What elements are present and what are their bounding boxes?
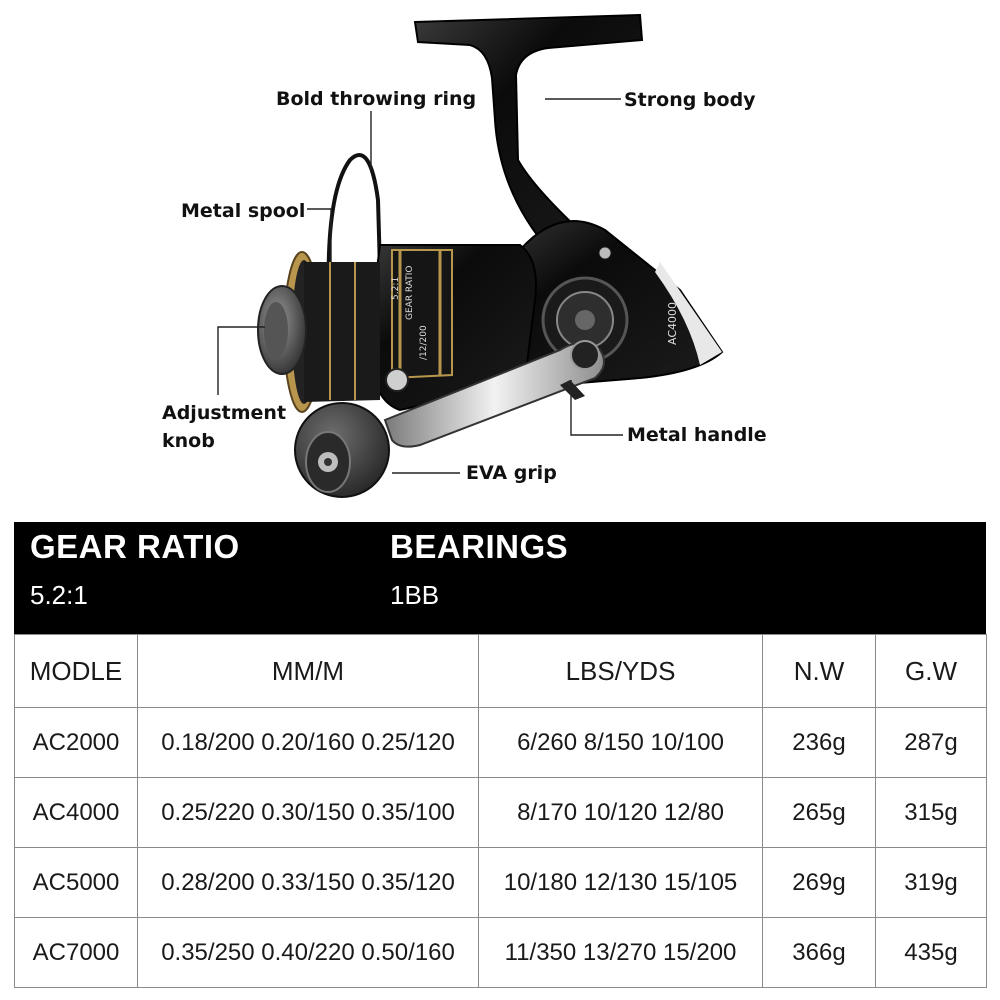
table-row xyxy=(15,708,987,778)
cell-gross-weight: 319g xyxy=(876,848,987,918)
body-model-text: AC4000 xyxy=(666,301,679,345)
callout-strong-body: Strong body xyxy=(624,89,756,111)
cell-net-weight: 236g xyxy=(763,708,876,778)
header-lbs-yds: LBS/YDS xyxy=(479,635,763,708)
cell-model: AC5000 xyxy=(15,848,138,918)
table-row xyxy=(15,778,987,848)
reel-foot xyxy=(415,15,642,262)
model-spec-table xyxy=(14,634,987,988)
cell-mm-m: 0.18/200 0.20/160 0.25/120 xyxy=(138,708,479,778)
cell-model: AC4000 xyxy=(15,778,138,848)
table-row xyxy=(15,848,987,918)
cell-lbs-yds: 6/260 8/150 10/100 xyxy=(479,708,763,778)
gear-ratio-label: GEAR RATIO xyxy=(30,528,240,565)
table-header-row xyxy=(15,635,987,708)
gear-ratio-spec xyxy=(30,522,240,611)
spool-ratio-text: 5.2:1 xyxy=(391,276,401,300)
cell-mm-m: 0.28/200 0.33/150 0.35/120 xyxy=(138,848,479,918)
header-model: MODLE xyxy=(15,635,138,708)
eva-grip xyxy=(295,403,389,497)
cell-gross-weight: 435g xyxy=(876,918,987,988)
cell-mm-m: 0.35/250 0.40/220 0.50/160 xyxy=(138,918,479,988)
header-mm-m: MM/M xyxy=(138,635,479,708)
cell-lbs-yds: 11/350 13/270 15/200 xyxy=(479,918,763,988)
spec-banner xyxy=(14,522,986,634)
table-row xyxy=(15,918,987,988)
cell-model: AC2000 xyxy=(15,708,138,778)
callout-adjustment-knob: Adjustment knob xyxy=(162,402,287,452)
callout-throwing-ring: Bold throwing ring xyxy=(276,88,477,110)
callout-metal-handle: Metal handle xyxy=(627,424,767,446)
header-net-weight: N.W xyxy=(763,635,876,708)
cell-mm-m: 0.25/220 0.30/150 0.35/100 xyxy=(138,778,479,848)
spool-line-text: /12/200 xyxy=(419,325,429,360)
cell-net-weight: 265g xyxy=(763,778,876,848)
callout-metal-spool: Metal spool xyxy=(181,200,306,222)
cell-lbs-yds: 8/170 10/120 12/80 xyxy=(479,778,763,848)
callout-eva-grip: EVA grip xyxy=(466,462,557,484)
bearings-spec xyxy=(390,522,568,611)
header-gross-weight: G.W xyxy=(876,635,987,708)
bearings-value: 1BB xyxy=(390,580,440,610)
cell-gross-weight: 315g xyxy=(876,778,987,848)
cell-gross-weight: 287g xyxy=(876,708,987,778)
bearings-label: BEARINGS xyxy=(390,528,569,565)
spool-gear-ratio-text: GEAR RATIO xyxy=(405,265,415,320)
cell-net-weight: 366g xyxy=(763,918,876,988)
adjustment-knob xyxy=(258,286,306,374)
cell-net-weight: 269g xyxy=(763,848,876,918)
gear-ratio-value: 5.2:1 xyxy=(30,580,88,610)
cell-lbs-yds: 10/180 12/130 15/105 xyxy=(479,848,763,918)
cell-model: AC7000 xyxy=(15,918,138,988)
